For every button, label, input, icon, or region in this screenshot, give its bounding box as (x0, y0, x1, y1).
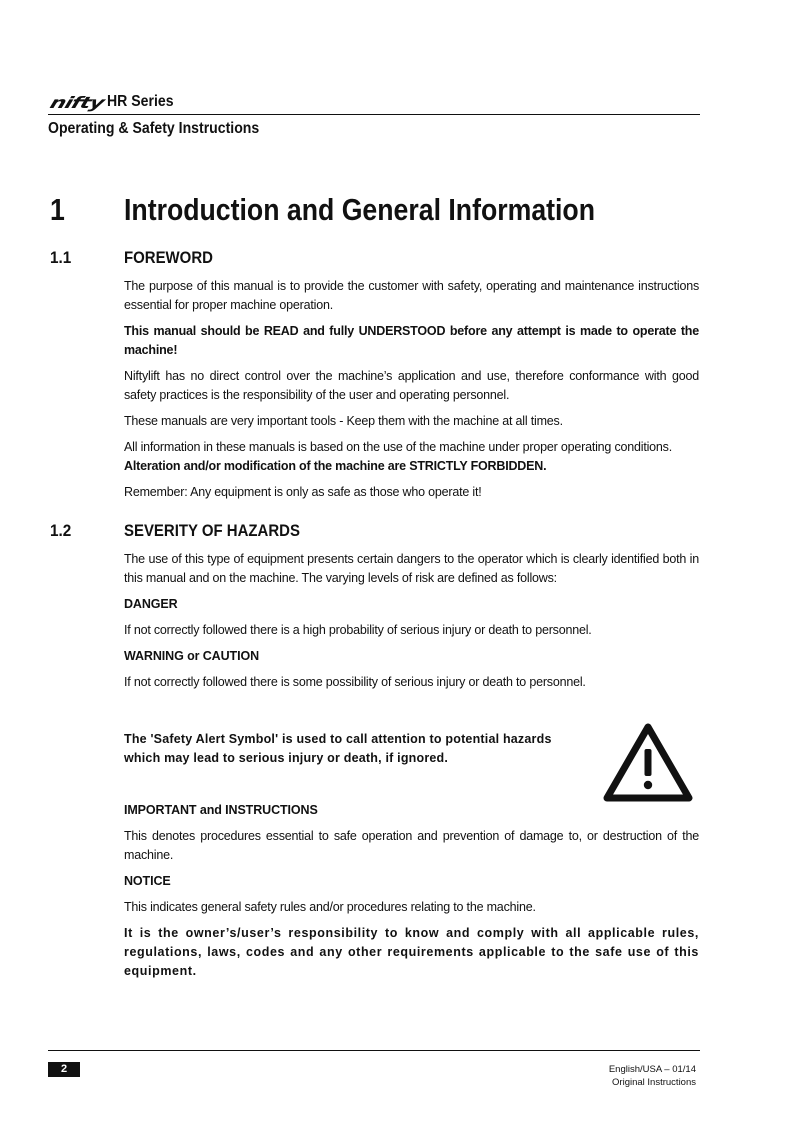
paragraph: Remember: Any equipment is only as safe as those who operate it! (124, 485, 482, 499)
section-number: 1.2 (50, 521, 72, 540)
paragraph (124, 438, 699, 476)
paragraph-text: All information in these manuals is based on the use of the machine under proper operating conditions. (124, 440, 673, 454)
paragraph: If not correctly followed there is some possibility of serious injury or death to personnel. (124, 675, 586, 689)
chapter-number: 1 (50, 192, 65, 227)
section-title-foreword: FOREWORD (124, 248, 213, 267)
chapter-title: Introduction and General Information (124, 192, 596, 227)
paragraph-text: Alteration and/or modification of the machine are (124, 459, 410, 473)
paragraph: Niftylift has no direct control over the machine’s application and use, therefore conformance with good safety practices is the responsibility of the user and operating personnel. (124, 369, 699, 402)
paragraph-text: . (543, 459, 547, 473)
page-number: 2 (48, 1062, 80, 1077)
niftylift-logo: nifty (47, 94, 107, 113)
section-number: 1.1 (50, 248, 72, 267)
foreword-body (124, 277, 699, 509)
footer-language: English/USA – 01/14 (608, 1064, 696, 1075)
paragraph: These manuals are very important tools - Keep them with the machine at all times. (124, 414, 563, 428)
danger-label: DANGER (124, 597, 178, 611)
paragraph: The use of this type of equipment presents certain dangers to the operator which is clearly identified both in this manual and on the machine. The varying levels of risk are defined as follows: (124, 552, 699, 585)
footer-note: Original Instructions (612, 1077, 696, 1088)
safety-alert-text: The 'Safety Alert Symbol' is used to call attention to potential hazards which may lead to serious injury or death, if ignored. (124, 732, 552, 765)
paragraph-bold: This manual should be READ and fully UNDERSTOOD before any attempt is made to operate the machine! (124, 324, 699, 357)
severity-body (124, 550, 699, 699)
brand-row (48, 89, 700, 111)
important-label: IMPORTANT and INSTRUCTIONS (124, 803, 318, 817)
emphasis-text: STRICTLY FORBIDDEN (409, 459, 544, 473)
responsibility-statement: It is the owner’s/user’s responsibility to know and comply with all applicable rules, regulations, laws, codes and any other requirements applicable to the safe use of this equipment. (124, 926, 699, 978)
paragraph: The purpose of this manual is to provide the customer with safety, operating and maintenance instructions essential for proper machine operation. (124, 279, 699, 312)
footer-info (609, 1063, 696, 1089)
severity-body-continued (124, 801, 699, 988)
section-title-severity: SEVERITY OF HAZARDS (124, 521, 300, 540)
warning-label: WARNING or CAUTION (124, 649, 259, 663)
footer-divider (48, 1050, 700, 1051)
paragraph: If not correctly followed there is a high probability of serious injury or death to personnel. (124, 623, 592, 637)
document-subtitle: Operating & Safety Instructions (48, 120, 260, 137)
series-title: HR Series (106, 93, 174, 110)
safety-alert-icon (603, 722, 693, 802)
paragraph: This indicates general safety rules and/or procedures relating to the machine. (124, 900, 536, 914)
paragraph: This denotes procedures essential to safe operation and prevention of damage to, or destruction of the machine. (124, 829, 699, 862)
header-divider (48, 114, 700, 115)
notice-label: NOTICE (124, 874, 171, 888)
